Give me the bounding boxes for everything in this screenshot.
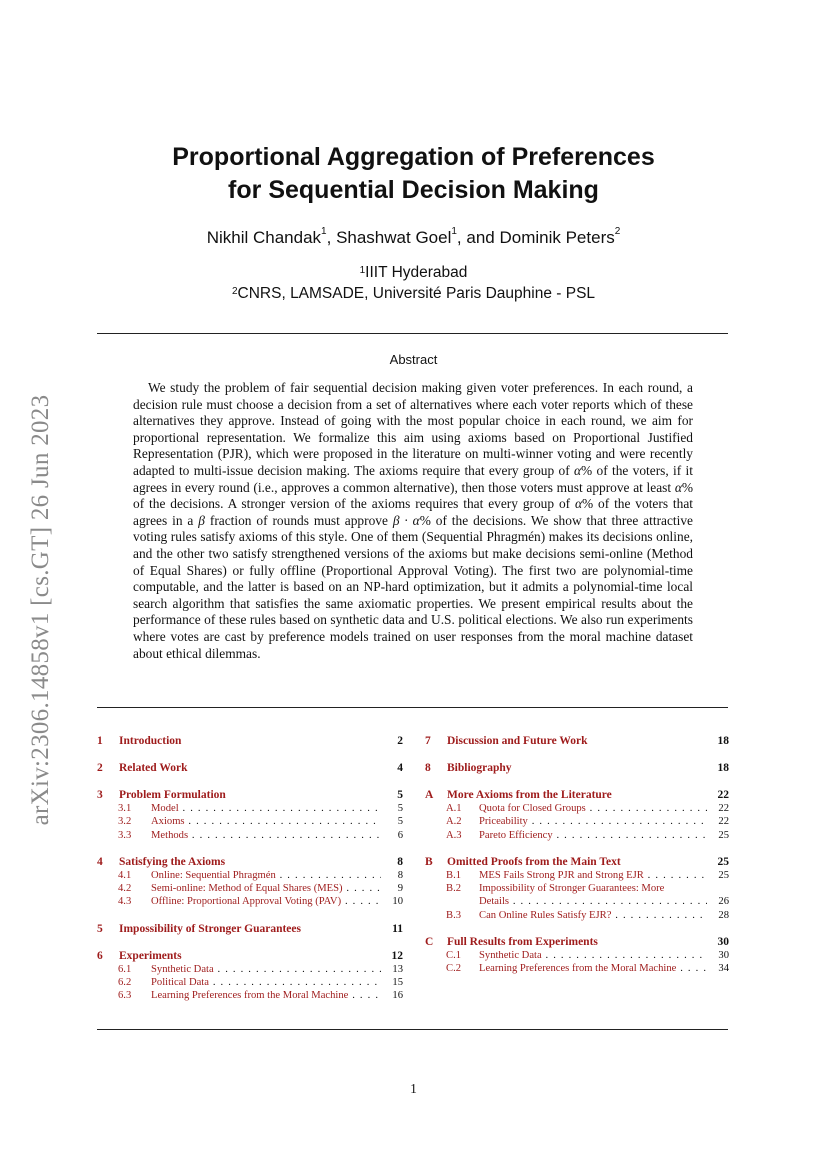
toc-section-page: 12 [391,949,403,962]
toc-section-page: 8 [397,855,403,868]
toc-subsection-number: B.1 [446,869,462,881]
toc-section-page: 25 [717,855,729,868]
toc-section-number: 6 [97,949,103,962]
abstract-segment: % of the decisions. We show that three attractive voting rules satisfy axioms of this style. One of them (Sequential Phragmén) makes its decisions online, and the other two satisfy strengthened versions of the axioms but make decisions semi-online (Method of Equal Shares) or fully offline (Proportional Approval Voting). The first two are polynomial-time computable, and the latter is based on an NP-hard optimization, but it admits a polynomial-time local search algorithm that satisfies the same axiomatic properties. We present empirical results about the performance of these rules based on synthetic data and U.S. political elections. We also run experiments where votes are cast by preference models trained on user responses from the moral machine dataset about ethical dilemmas. [133,512,693,661]
toc-spacer [425,776,729,789]
affiliation-list [0,262,827,304]
toc-section-entry[interactable] [97,856,403,870]
toc-section-entry[interactable] [425,762,729,776]
toc-section-link[interactable]: Experiments [119,949,182,962]
affiliation-text: CNRS, LAMSADE, Université Paris Dauphine - PSL [237,285,596,302]
math-beta-alpha: β · α [392,512,420,528]
toc-subsection-link[interactable]: Axioms . . . [151,816,381,827]
toc-subsection-entry-continued[interactable] [425,896,729,909]
table-of-contents-right [425,735,729,977]
toc-section-page: 18 [717,735,729,747]
toc-subsection-link[interactable]: Learning Preferences from the Moral Machine . . . [151,990,381,1001]
toc-subsection-number: A.3 [446,829,462,841]
toc-section-link[interactable]: Bibliography [447,762,512,774]
toc-subsection-number: 3.3 [118,829,132,841]
toc-section-link[interactable]: Problem Formulation [119,789,226,801]
toc-section-page: 18 [717,762,729,774]
paper-title [0,141,827,207]
toc-section-number: B [425,855,433,868]
toc-subsection-page: 5 [397,816,403,828]
toc-subsection-page: 16 [392,990,403,1002]
toc-bottom-rule [97,1029,728,1030]
toc-section-entry[interactable] [425,936,729,950]
title-line-1: Proportional Aggregation of Preferences [172,143,655,171]
toc-subsection-page: 5 [397,803,403,814]
author-affiliation-mark: 1 [451,226,457,237]
toc-section-entry[interactable] [97,923,403,937]
toc-section-number: C [425,936,434,949]
toc-subsection-page: 6 [397,829,403,841]
toc-subsection-entry[interactable] [97,870,403,883]
toc-subsection-number: 6.2 [118,977,132,989]
math-alpha: α [573,462,582,478]
toc-subsection-page: 34 [718,963,729,975]
toc-subsection-link[interactable]: Learning Preferences from the Moral Machine . . . [479,963,707,974]
toc-section-entry[interactable] [97,789,403,803]
math-beta: β [198,512,205,528]
toc-spacer [425,923,729,936]
toc-section-link[interactable]: Discussion and Future Work [447,735,588,747]
author-name: Dominik Peters [499,228,615,247]
toc-section-page: 4 [397,762,403,774]
toc-section-entry[interactable] [97,950,403,964]
math-alpha: α [574,496,583,512]
toc-subsection-link[interactable]: Impossibility of Stronger Guarantees: More [479,883,665,895]
toc-subsection-number: 3.2 [118,816,132,828]
toc-subsection-entry[interactable] [425,883,729,896]
toc-subsection-entry[interactable] [97,816,403,829]
toc-subsection-page: 28 [718,909,729,921]
affiliation-mark: 1 [359,265,366,276]
toc-spacer [97,843,403,856]
toc-subsection-entry[interactable] [425,830,729,843]
toc-subsection-page: 10 [392,896,403,908]
toc-subsection-link[interactable]: Model . . . [151,803,381,814]
toc-section-number: A [425,789,434,801]
toc-section-entry[interactable] [97,735,403,749]
toc-subsection-number: 4.2 [118,883,132,895]
toc-section-number: 8 [425,762,431,774]
toc-subsection-number: B.2 [446,883,462,895]
toc-subsection-page: 13 [392,963,403,975]
toc-subsection-page: 8 [397,869,403,881]
author-name: Nikhil Chandak [206,228,322,247]
toc-subsection-page: 25 [718,829,729,841]
toc-subsection-link[interactable]: Semi-online: Method of Equal Shares (MES) . . . [151,883,381,894]
toc-subsection-entry[interactable] [425,910,729,923]
toc-subsection-number: 4.1 [118,869,132,881]
toc-subsection-number: 4.3 [118,896,132,908]
author-affiliation-mark: 2 [614,226,621,237]
toc-subsection-link[interactable]: Synthetic Data . . . [151,964,381,975]
toc-subsection-entry[interactable] [425,870,729,883]
toc-section-link[interactable]: Introduction [119,735,182,747]
toc-spacer [425,843,729,856]
toc-subsection-link[interactable]: MES Fails Strong PJR and Strong EJR . . . [479,870,707,881]
toc-section-entry[interactable] [425,856,729,870]
toc-section-link[interactable]: Omitted Proofs from the Main Text [447,855,621,868]
toc-subsection-entry[interactable] [97,883,403,896]
toc-subsection-page: 15 [392,977,403,989]
toc-subsection-entry[interactable] [425,803,729,816]
toc-subsection-number: B.3 [446,909,462,921]
toc-spacer [97,910,403,923]
abstract-segment: % of the voters that agrees in a [133,496,693,528]
toc-section-link[interactable]: Impossibility of Stronger Guarantees [119,922,301,935]
toc-subsection-entry[interactable] [425,816,729,829]
page-number: 1 [410,1081,417,1096]
toc-section-number: 5 [97,922,103,935]
toc-subsection-number: 6.1 [118,963,132,975]
toc-subsection-link-continued[interactable]: Details . . . [479,896,707,907]
toc-subsection-number: C.2 [446,963,462,975]
toc-section-link[interactable]: Full Results from Experiments [447,936,598,949]
abstract-segment: % of the decisions. A stronger version of the axioms requires that every group of [133,479,693,512]
toc-spacer [97,776,403,789]
toc-spacer [97,937,403,950]
abstract-segment: % of the voters, if it agrees in every round (i.e., approves a common alternative), then those voters must approve at least [133,462,693,495]
toc-subsection-page: 9 [397,883,403,895]
toc-subsection-link[interactable]: Synthetic Data . . . [479,950,707,961]
toc-section-number: 1 [97,735,103,747]
toc-subsection-page: 22 [718,803,729,814]
toc-section-page: 2 [397,735,403,747]
toc-subsection-entry[interactable] [425,950,729,963]
affiliation-mark: 2 [231,286,238,297]
affiliation [0,262,827,283]
toc-subsection-link[interactable]: Quota for Closed Groups . . . [479,803,707,814]
toc-subsection-page: 25 [718,869,729,881]
author-affiliation-mark: 1 [321,226,327,237]
author-name: Shashwat Goel [336,228,452,247]
toc-subsection-page: 22 [718,816,729,828]
toc-subsection-entry[interactable] [425,963,729,976]
toc-subsection-entry[interactable] [97,964,403,977]
toc-subsection-page: 30 [718,950,729,962]
toc-section-entry[interactable] [425,789,729,803]
toc-spacer [425,749,729,762]
toc-subsection-number: A.1 [446,803,462,814]
toc-subsection-number: 3.1 [118,803,132,814]
toc-subsection-entry[interactable] [97,803,403,816]
author-list [0,228,827,248]
toc-section-link[interactable]: Related Work [119,762,188,774]
toc-section-link[interactable]: More Axioms from the Literature [447,789,612,801]
author-separator: , and [456,228,500,247]
toc-top-rule [97,707,728,708]
toc-section-page: 11 [392,922,403,935]
toc-subsection-link[interactable]: Offline: Proportional Approval Voting (PAV) . . . [151,896,381,907]
toc-subsection-entry[interactable] [97,990,403,1003]
toc-section-number: 7 [425,735,431,747]
toc-section-page: 30 [717,936,729,949]
author-separator: , [326,228,337,247]
toc-subsection-number: A.2 [446,816,462,828]
abstract-segment: fraction of rounds must approve [204,512,393,528]
arxiv-identifier-stamp: arXiv:2306.14858v1 [cs.GT] 26 Jun 2023 [27,394,54,826]
toc-section-number: 3 [97,789,103,801]
abstract-text [133,380,693,662]
table-of-contents-left [97,735,403,1004]
toc-subsection-entry[interactable] [97,896,403,909]
abstract-heading: Abstract [389,352,438,367]
abstract-segment: We study the problem of fair sequential decision making given voter preferences. In each round, a decision rule must choose a decision from a set of alternatives where each voter reports which of these alternatives they approve. Instead of going with the most popular choice in each round, we aim for proportional representation. We formalize this aim using axioms based on Proportional Justified Representation (PJR), which were proposed in the literature on multi-winner voting and were recently adapted to multi-issue decision making. The axioms require that every group of [133,380,693,478]
toc-subsection-number: 6.3 [118,990,132,1002]
toc-subsection-link[interactable]: Can Online Rules Satisfy EJR? . . . [479,910,707,921]
toc-section-entry[interactable] [425,735,729,749]
toc-section-number: 2 [97,762,103,774]
title-line-2: for Sequential Decision Making [228,176,599,204]
toc-section-page: 5 [397,789,403,801]
toc-subsection-link[interactable]: Online: Sequential Phragmén . . . [151,870,381,881]
toc-section-entry[interactable] [97,762,403,776]
toc-subsection-entry[interactable] [97,977,403,990]
toc-subsection-link[interactable]: Priceability . . . [479,816,707,827]
affiliation [0,283,827,304]
abstract-top-rule [97,333,728,334]
math-alpha: α [674,479,682,495]
toc-subsection-link[interactable]: Methods . . . [151,830,381,841]
toc-subsection-link[interactable]: Pareto Efficiency . . . [479,830,707,841]
toc-section-number: 4 [97,855,103,868]
toc-subsection-page: 26 [718,896,729,908]
toc-section-page: 22 [717,789,729,801]
toc-subsection-link[interactable]: Political Data . . . [151,977,381,988]
affiliation-text: IIIT Hyderabad [365,264,468,281]
toc-subsection-number: C.1 [446,950,462,962]
toc-section-link[interactable]: Satisfying the Axioms [119,855,226,868]
toc-spacer [97,749,403,762]
toc-subsection-entry[interactable] [97,830,403,843]
